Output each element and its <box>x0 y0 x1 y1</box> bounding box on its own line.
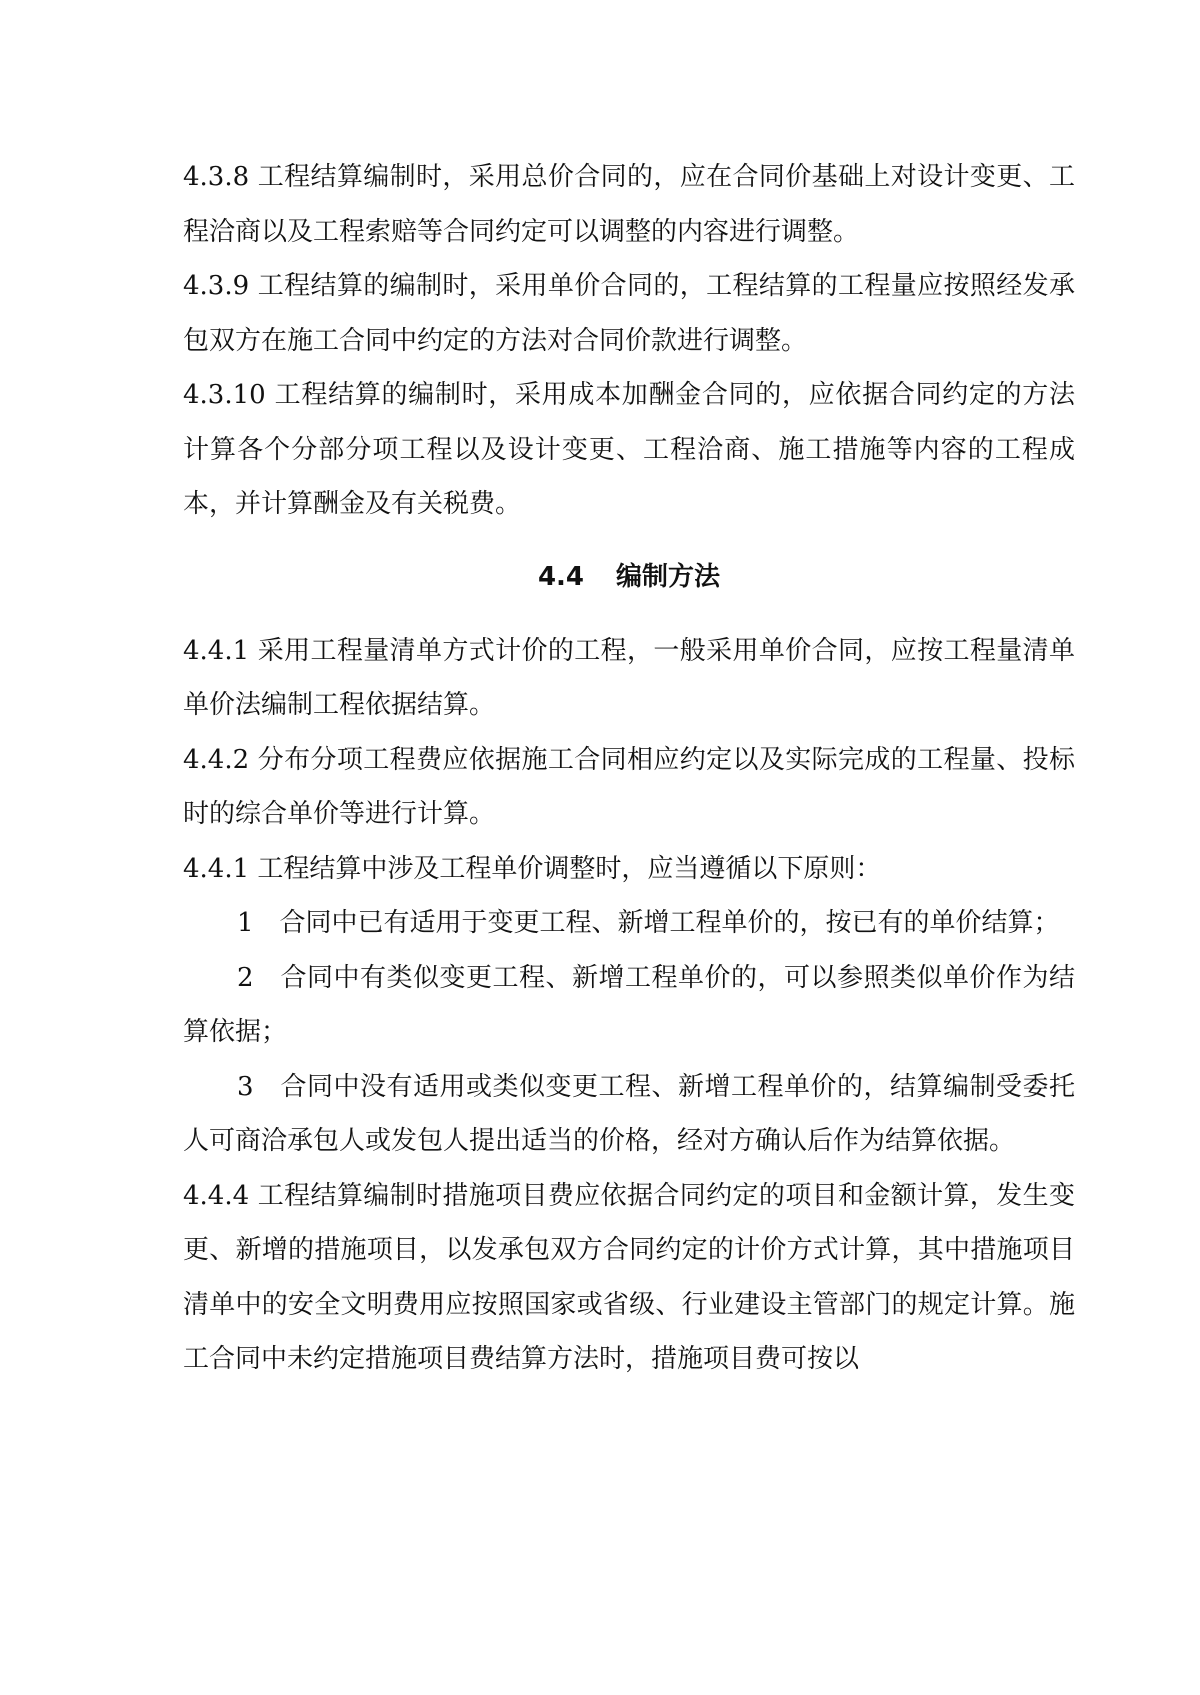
paragraph-4-4-4: 4.4.4 工程结算编制时措施项目费应依据合同约定的项目和金额计算，发生变更、新增的措施项目，以发承包双方合同约定的计价方式计算，其中措施项目清单中的安全文明费用应按照国家或省级、行业建设主管部门的规定计算。施工合同中未约定措施项目费结算方法时，措施项目费可按以 <box>183 1180 1075 1374</box>
paragraph-4-3-8: 4.3.8 工程结算编制时，采用总价合同的，应在合同价基础上对设计变更、工程洽商以及工程索赔等合同约定可以调整的内容进行调整。 <box>183 162 1075 247</box>
section-number: 4.4 <box>537 561 585 592</box>
paragraph-4-3-9: 4.3.9 工程结算的编制时，采用单价合同的，工程结算的工程量应按照经发承包双方在施工合同中约定的方法对合同价款进行调整。 <box>183 271 1075 356</box>
paragraph-4-4-2: 4.4.2 分布分项工程费应依据施工合同相应约定以及实际完成的工程量、投标时的综合单价等进行计算。 <box>183 744 1075 829</box>
paragraph-4-3-10: 4.3.10 工程结算的编制时，采用成本加酬金合同的，应依据合同约定的方法计算各个分部分项工程以及设计变更、工程洽商、施工措施等内容的工程成本，并计算酬金及有关税费。 <box>183 380 1075 519</box>
section-heading <box>183 550 1075 604</box>
list-item-1: 1 合同中已有适用于变更工程、新增工程单价的，按已有的单价结算； <box>237 908 1060 938</box>
paragraph-4-4-1-principles: 4.4.1 工程结算中涉及工程单价调整时，应当遵循以下原则： <box>183 853 882 884</box>
section-title: 编制方法 <box>616 561 721 592</box>
document-page <box>183 150 1075 1387</box>
list-item-3: 3 合同中没有适用或类似变更工程、新增工程单价的，结算编制受委托人可商洽承包人或发包人提出适当的价格，经对方确认后作为结算依据。 <box>183 1071 1075 1156</box>
list-item-2: 2 合同中有类似变更工程、新增工程单价的，可以参照类似单价作为结算依据； <box>183 962 1075 1047</box>
paragraph-4-4-1: 4.4.1 采用工程量清单方式计价的工程，一般采用单价合同，应按工程量清单单价法编制工程依据结算。 <box>183 635 1075 720</box>
